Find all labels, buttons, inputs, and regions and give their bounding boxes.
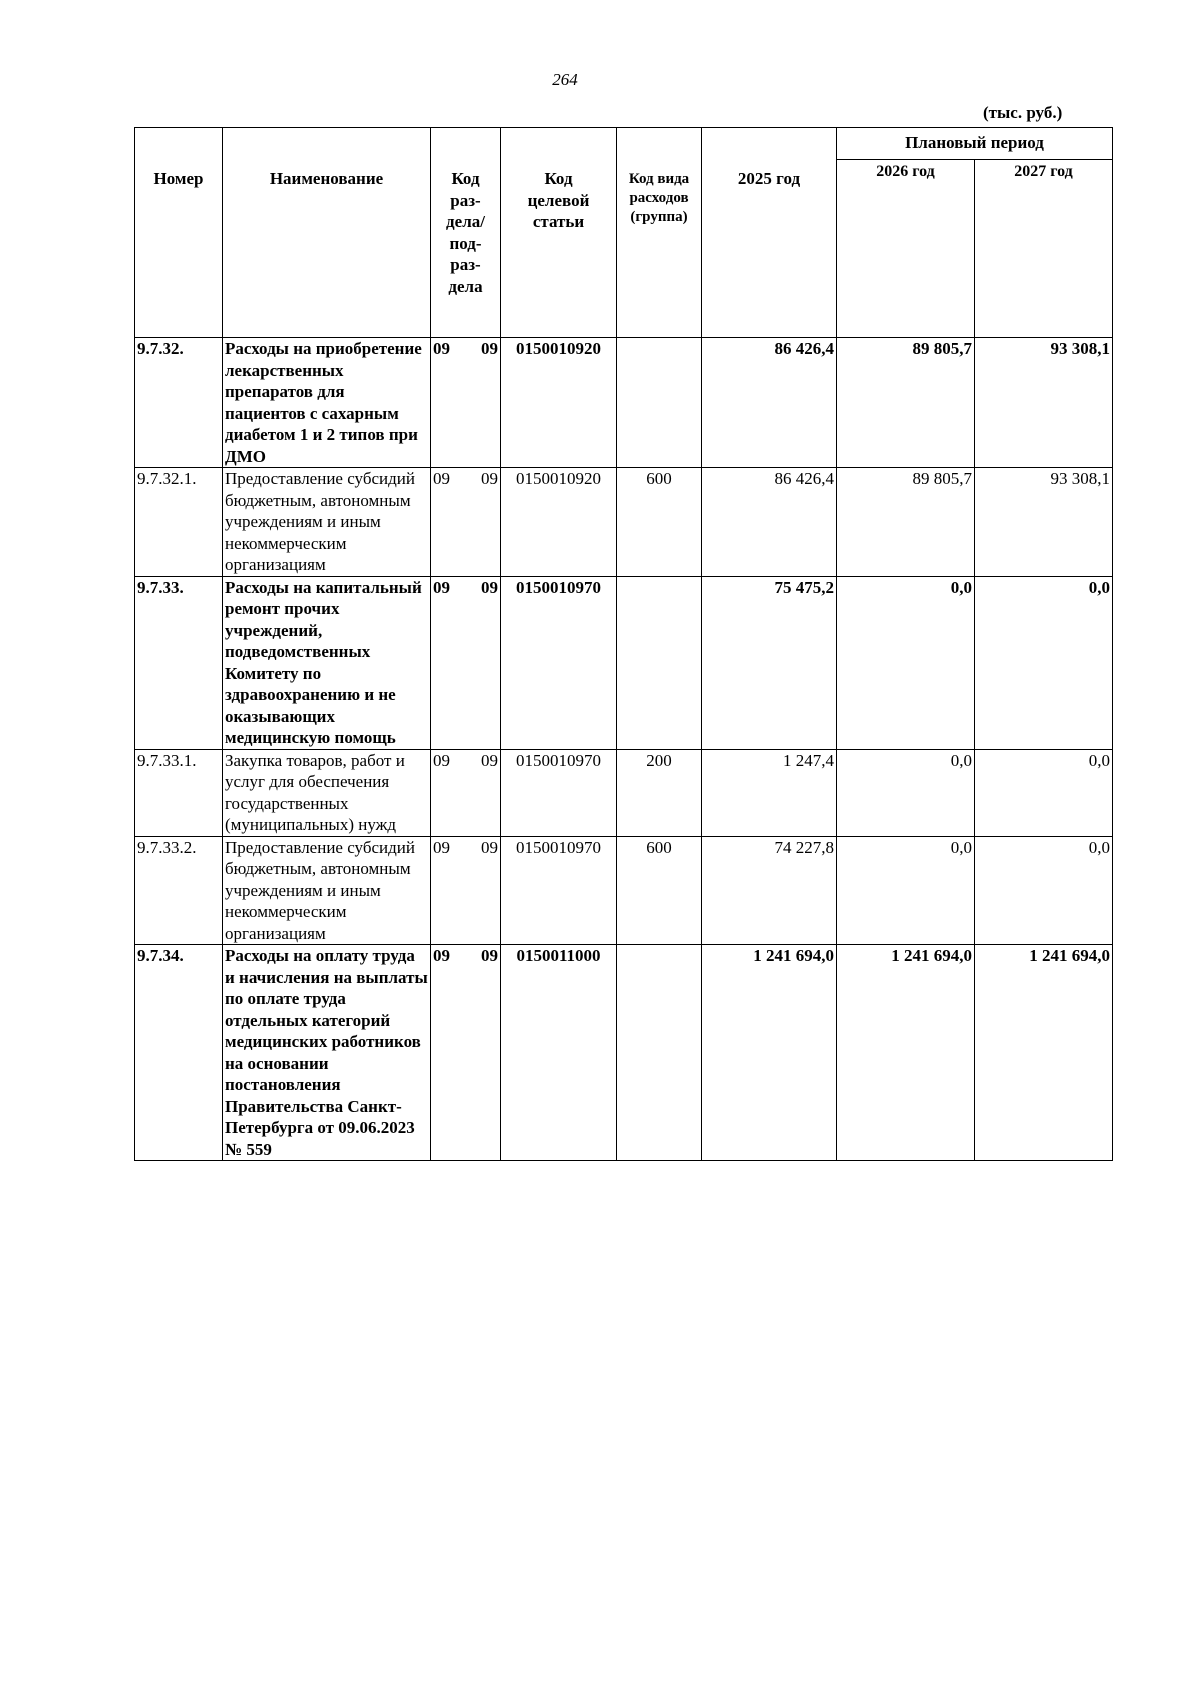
row-2026: 1 241 694,0 [837,945,975,1161]
row-2025: 1 241 694,0 [702,945,837,1161]
row-kvr [617,945,702,1161]
page-number: 264 [552,70,578,89]
row-2025: 1 247,4 [702,749,837,836]
row-number: 9.7.33.2. [135,836,223,945]
row-2026: 0,0 [837,836,975,945]
row-subsection: 09 [481,339,498,358]
row-name: Расходы на оплату труда и начисления на выплаты по оплате труда отдельных категорий медицинских работников на основании постановления Правительства Санкт-Петербурга от 09.06.2023 № 559 [223,945,431,1161]
row-2026: 89 805,7 [837,468,975,577]
row-subsection: 09 [481,750,498,770]
row-2025: 86 426,4 [702,338,837,468]
header-name: Наименование [223,128,431,338]
row-2025: 74 227,8 [702,836,837,945]
row-section-code [431,576,501,749]
row-2025: 75 475,2 [702,576,837,749]
row-number: 9.7.32. [135,338,223,468]
row-section: 09 [433,577,450,597]
row-section-code [431,945,501,1161]
row-target-code: 0150010970 [501,749,617,836]
row-kvr: 200 [617,749,702,836]
header-2027: 2027 год [975,160,1113,338]
header-2025: 2025 год [702,128,837,338]
row-section-code [431,468,501,577]
row-name: Предоставление субсидий бюджетным, автономным учреждениям и иным некоммерческим организациям [223,468,431,577]
table-row [135,749,1113,836]
row-2027: 93 308,1 [975,468,1113,577]
header-section: Код раз-дела/ под-раз-дела [431,128,501,338]
header-planned-period: Плановый период [837,128,1113,160]
row-section: 09 [433,837,450,857]
row-target-code: 0150010920 [501,468,617,577]
row-number: 9.7.33. [135,576,223,749]
row-2026: 0,0 [837,576,975,749]
row-kvr [617,576,702,749]
header-kvr: Код вида расходов (группа) [617,128,702,338]
row-target-code: 0150011000 [501,945,617,1161]
row-2025: 86 426,4 [702,468,837,577]
header-2026: 2026 год [837,160,975,338]
table-row [135,338,1113,468]
row-name: Расходы на капитальный ремонт прочих учреждений, подведомственных Комитету по здравоохранению и не оказывающих медицинскую помощь [223,576,431,749]
row-subsection: 09 [481,469,498,488]
row-target-code: 0150010970 [501,576,617,749]
row-subsection: 09 [481,946,498,965]
row-2027: 0,0 [975,836,1113,945]
row-section-code [431,836,501,945]
row-section: 09 [433,469,450,488]
table-body [135,338,1113,1161]
row-kvr: 600 [617,468,702,577]
table-row [135,836,1113,945]
header-row [135,128,1113,160]
row-name: Предоставление субсидий бюджетным, автономным учреждениям и иным некоммерческим организациям [223,836,431,945]
budget-table [134,127,1113,1161]
row-section: 09 [433,750,450,770]
row-name: Закупка товаров, работ и услуг для обеспечения государственных (муниципальных) нужд [223,749,431,836]
row-number: 9.7.32.1. [135,468,223,577]
table-row [135,945,1113,1161]
table-row [135,576,1113,749]
row-2027: 93 308,1 [975,338,1113,468]
row-2027: 0,0 [975,749,1113,836]
row-2027: 1 241 694,0 [975,945,1113,1161]
header-target: Код целевой статьи [501,128,617,338]
row-2026: 0,0 [837,749,975,836]
row-section-code [431,338,501,468]
row-subsection: 09 [481,577,498,597]
row-section-code [431,749,501,836]
units-label: (тыс. руб.) [983,103,1063,122]
row-2026: 89 805,7 [837,338,975,468]
row-2027: 0,0 [975,576,1113,749]
row-section: 09 [433,339,450,358]
header-number: Номер [135,128,223,338]
row-kvr: 600 [617,836,702,945]
row-subsection: 09 [481,837,498,857]
row-number: 9.7.34. [135,945,223,1161]
row-target-code: 0150010970 [501,836,617,945]
row-number: 9.7.33.1. [135,749,223,836]
row-target-code: 0150010920 [501,338,617,468]
row-name: Расходы на приобретение лекарственных препаратов для пациентов с сахарным диабетом 1 и 2 типов при ДМО [223,338,431,468]
row-section: 09 [433,946,450,965]
row-kvr [617,338,702,468]
table-row [135,468,1113,577]
